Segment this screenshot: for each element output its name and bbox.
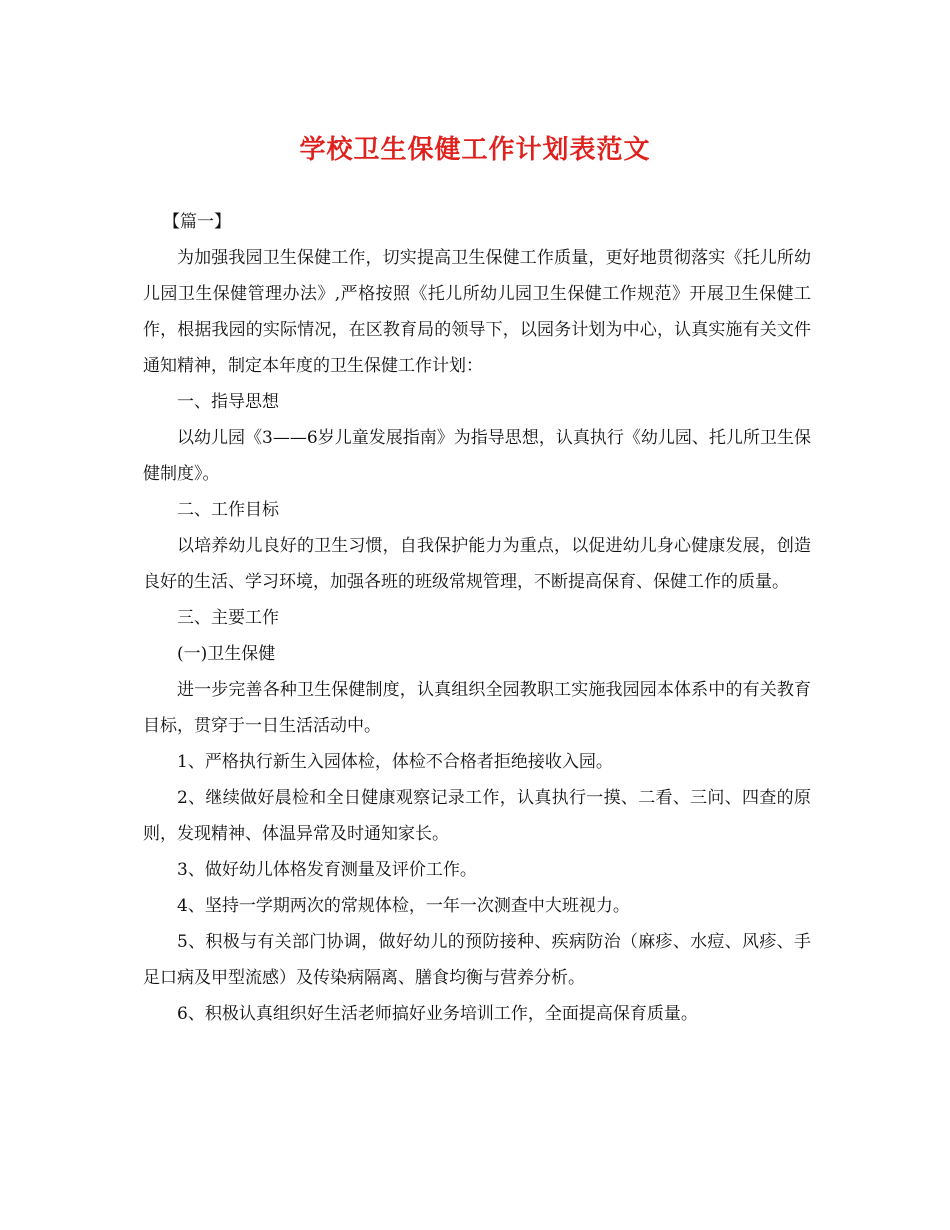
hygiene-care-paragraph: 进一步完善各种卫生保健制度，认真组织全园教职工实施我园园本体系中的有关教育目标，贯穿于一日生活活动中。 — [143, 680, 811, 736]
subheading-hygiene-care: (一)卫生保健 — [177, 644, 276, 664]
list-item: 1、严格执行新生入园体检，体检不合格者拒绝接收入园。 — [177, 752, 613, 772]
section-mark: 【篇一】 — [163, 212, 231, 232]
list-item: 6、积极认真组织好生活老师搞好业务培训工作，全面提高保育质量。 — [177, 1004, 698, 1024]
document-title: 学校卫生保健工作计划表范文 — [299, 135, 651, 165]
heading-guiding-thought: 一、指导思想 — [177, 392, 279, 412]
list-item: 2、继续做好晨检和全日健康观察记录工作，认真执行一摸、二看、三问、四查的原则，发现精神、体温异常及时通知家长。 — [143, 788, 811, 844]
work-goals-paragraph: 以培养幼儿良好的卫生习惯，自我保护能力为重点，以促进幼儿身心健康发展，创造良好的生活、学习环境，加强各班的班级常规管理，不断提高保育、保健工作的质量。 — [143, 536, 811, 592]
heading-main-work: 三、主要工作 — [177, 608, 279, 628]
list-item: 3、做好幼儿体格发育测量及评价工作。 — [177, 860, 477, 880]
intro-paragraph: 为加强我园卫生保健工作，切实提高卫生保健工作质量，更好地贯彻落实《托儿所幼儿园卫生保健管理办法》,严格按照《托儿所幼儿园卫生保健工作规范》开展卫生保健工作，根据我园的实际情况，在区教育局的领导下，以园务计划为中心，认真实施有关文件通知精神，制定本年度的卫生保健工作计划： — [143, 248, 811, 376]
document-body — [143, 204, 811, 1032]
heading-work-goals: 二、工作目标 — [177, 500, 279, 520]
list-item: 5、积极与有关部门协调，做好幼儿的预防接种、疾病防治（麻疹、水痘、风疹、手足口病及甲型流感）及传染病隔离、膳食均衡与营养分析。 — [143, 932, 811, 988]
list-item: 4、坚持一学期两次的常规体检，一年一次测查中大班视力。 — [177, 896, 630, 916]
guiding-thought-paragraph: 以幼儿园《3——6岁儿童发展指南》为指导思想，认真执行《幼儿园、托儿所卫生保健制度》。 — [143, 428, 811, 484]
